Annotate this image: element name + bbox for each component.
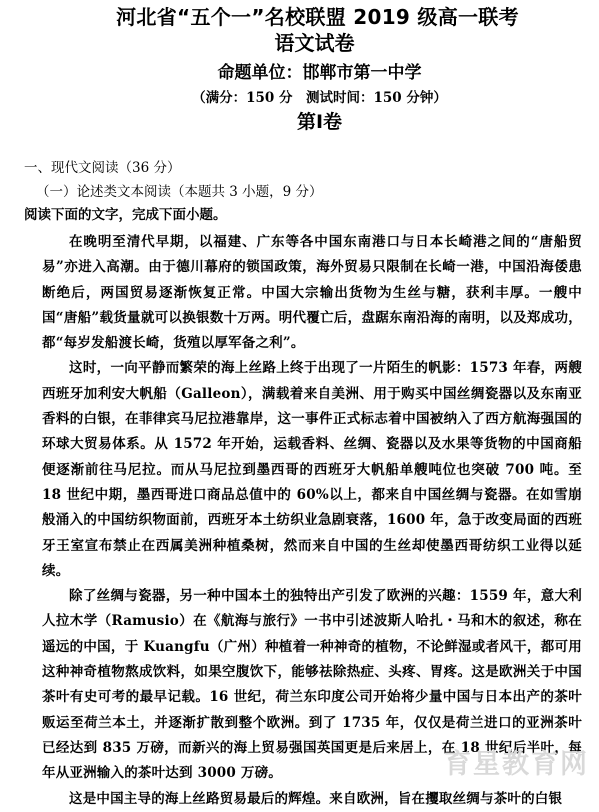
subsection-heading: （一）论述类文本阅读（本题共 3 小题，9 分） (36, 184, 323, 200)
watermark-logo: 育星教育网 (444, 749, 589, 780)
paragraph: 这是中国主导的海上丝路贸易最后的辉煌。来自欧洲，旨在攫取丝绸与茶叶的白银 (69, 790, 563, 807)
author-unit: 命题单位：邯郸市第一中学 (217, 63, 422, 83)
exam-subject: 语文试卷 (274, 31, 355, 55)
article-body (42, 230, 582, 812)
reading-instruction: 阅读下面的文字，完成下面小题。 (24, 207, 227, 223)
section-heading: 一、现代文阅读（36 分） (24, 160, 181, 176)
paragraph: 在晚明至清代早期，以福建、广东等各中国东南港口与日本长崎港之间的“唐船贸易”亦进入高潮。由于德川幕府的锁国政策，海外贸易只限制在长崎一港，中国沿海倭患断绝后，两国贸易逐渐恢复正常。中国大宗输出货物为生丝与糖，获利丰厚。一艘中国“唐船”载货量就可以换银数十万两。明代覆亡后，盘踞东南沿海的南明，以及郑成功，都“每岁发船渡长崎，货殖以厚军备之利”。 (42, 234, 582, 352)
paragraph: 这时，一向平静而繁荣的海上丝路上终于出现了一片陌生的帆影：1573 年春，两艘西班牙加利安大帆船（Galleon），满载着来自美洲、用于购买中国丝绸瓷器以及东南亚香料的白银，在菲律宾马尼拉港靠岸，这一事件正式标志着中国被纳入了西方航海强国的环球大贸易体系。从 1572 年开始，运载香料、丝绸、瓷器以及水果等货物的中国商船便逐渐前往马尼拉。而从马尼拉到墨西哥的西班牙大帆船单艘吨位也突破 700 吨。至 18 世纪中期，墨西哥进口商品总值中的 60%以上，都来自中国丝绸与瓷器。在如雪崩般涌入的中国纺织物面前，西班牙本土纺织业急剧衰落，1600 年，急于改变局面的西班牙王室宣布禁止在西属美洲种植桑树，然而来自中国的生丝却使墨西哥纺织工业得以延续。 (42, 360, 582, 579)
paragraph: 除了丝绸与瓷器，另一种中国本土的独特出产引发了欧洲的兴趣：1559 年，意大利人拉木学（Ramusio）在《航海与旅行》一书中引述波斯人哈扎・马和木的叙述，称在遥远的中国，于 Kuangfu（广州）种植着一种神奇的植物，不论鲜湿或者风干，都可用这种神奇植物熬成饮料，如果空腹饮下，能够祛除热症、头疼、胃疼。这是欧洲关于中国茶叶有史可考的最早记载。16 世纪，荷兰东印度公司开始将少量中国与日本出产的茶叶贩运至荷兰本土，并逐渐扩散到整个欧洲。到了 1735 年，仅仅是荷兰进口的亚洲茶叶已经达到 835 万磅，而新兴的海上贸易强国英国更是后来居上，在 18 世纪后半叶，每年从亚洲输入的茶叶达到 3000 万磅。 (42, 588, 582, 782)
volume-heading: 第Ⅰ卷 (296, 111, 343, 133)
exam-info: （满分：150 分 测试时间：150 分钟） (192, 90, 447, 106)
exam-title: 河北省“五个一”名校联盟 2019 级高一联考 (116, 5, 519, 29)
